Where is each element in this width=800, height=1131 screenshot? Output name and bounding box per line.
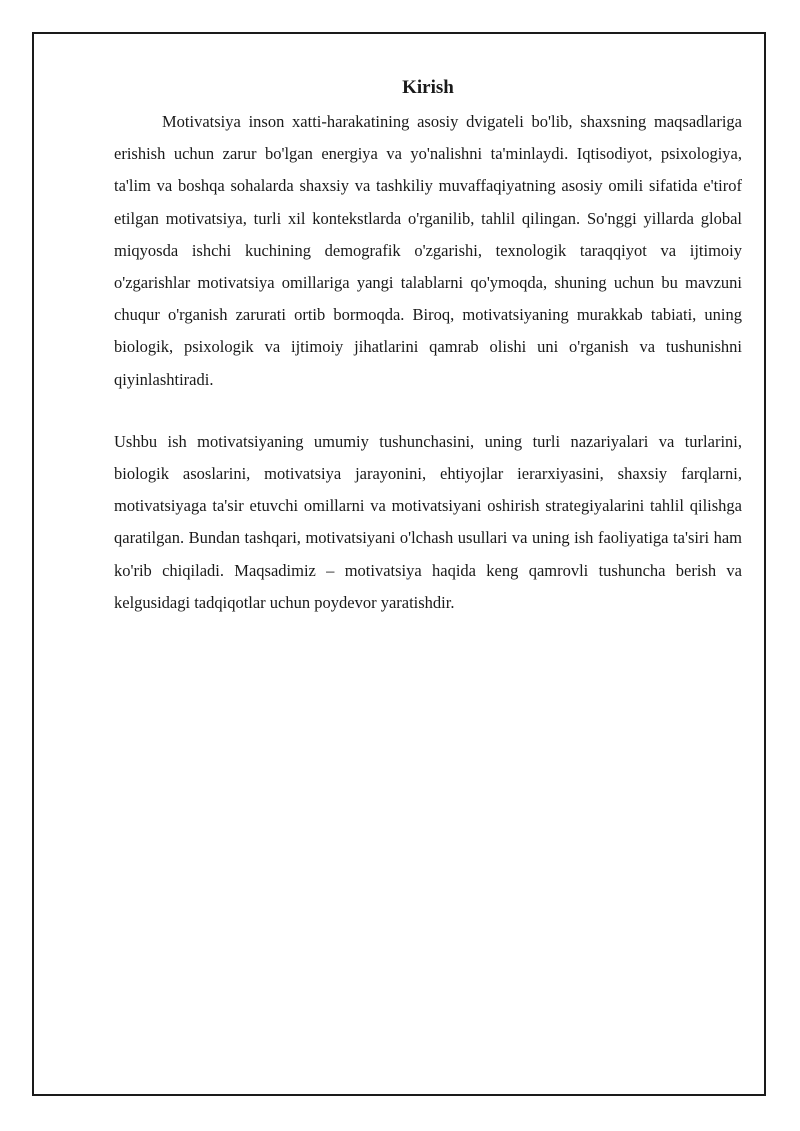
paragraph-introduction: Motivatsiya inson xatti-harakatining asosiy dvigateli bo'lib, shaxsning maqsadlariga erishish uchun zarur bo'lgan energiya va yo'nalishni ta'minlaydi. Iqtisodiyot, psixologiya, ta'lim va boshqa sohalarda shaxsiy va tashkiliy muvaffaqiyatning asosiy omili sifatida e'tirof etilgan motivatsiya, turli xil kontekstlarda o'rganilib, tahlil qilingan. So'nggi yillarda global miqyosda ishchi kuchining demografik o'zgarishi, texnologik taraqqiyot va ijtimoiy o'zgarishlar motivatsiya omillariga yangi talablarni qo'ymoqda, shuning uchun bu mavzuni chuqur o'rganish zarurati ortib bormoqda. Biroq, motivatsiyaning murakkab tabiati, uning biologik, psixologik va ijtimoiy jihatlarini qamrab olishi uni o'rganish va tushunishni qiyinlashtiradi. — [114, 112, 742, 389]
section-title: Kirish — [402, 77, 454, 98]
paragraph-objective: Ushbu ish motivatsiyaning umumiy tushunchasini, uning turli nazariyalari va turlarini, biologik asoslarini, motivatsiya jarayonini, ehtiyojlar ierarxiyasini, shaxsiy farqlarni, motivatsiyaga ta'sir etuvchi omillarni va motivatsiyani oshirish strategiyalarini tahlil qilishga qaratilgan. Bundan tashqari, motivatsiyani o'lchash usullari va uning ish faoliyatiga ta'siri ham ko'rib chiqiladi. Maqsadimiz – motivatsiya haqida keng qamrovli tushuncha berish va kelgusidagi tadqiqotlar uchun poydevor yaratishdir. — [114, 431, 742, 612]
document-body — [114, 74, 742, 619]
